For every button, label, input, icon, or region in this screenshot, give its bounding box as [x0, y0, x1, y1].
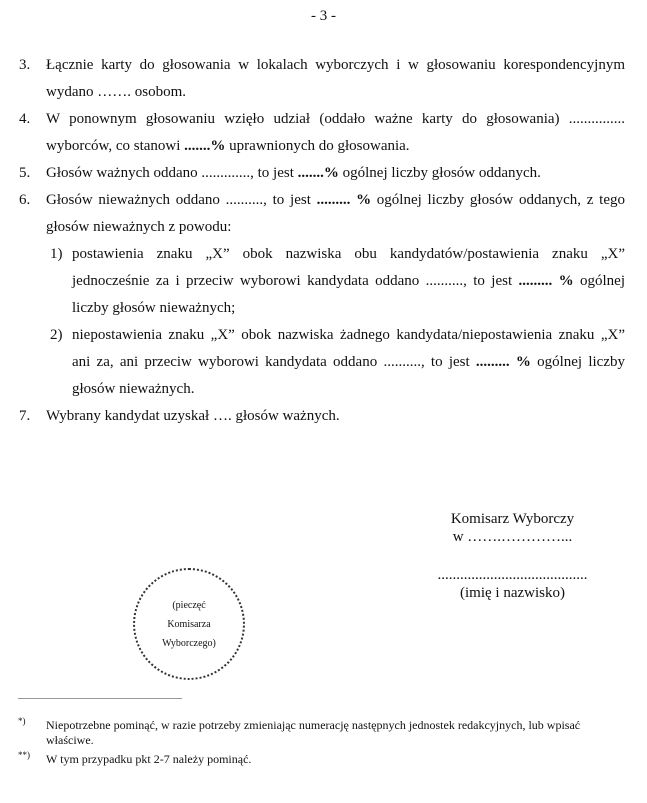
item-text: .......% — [184, 138, 226, 154]
footnotes — [18, 718, 628, 771]
sub-list-item — [0, 322, 647, 403]
list-item — [0, 160, 647, 187]
footnote-text: W tym przypadku pkt 2-7 należy pominąć. — [46, 752, 252, 766]
signature-block — [420, 510, 605, 602]
footnote-mark: *) — [18, 716, 26, 726]
signature-caption: (imię i nazwisko) — [460, 585, 565, 601]
numbered-items — [0, 52, 647, 430]
stamp-circle — [133, 568, 245, 680]
item-text: Głosów nieważnych oddano .........., to jest — [46, 192, 317, 208]
item-text: ogólnej liczby głosów oddanych, z tego głosów nieważnych z powodu: — [46, 192, 625, 235]
stamp-line-1: (pieczęć — [172, 599, 206, 611]
item-text: Łącznie karty do głosowania w lokalach wyborczych i w głosowaniu korespondencyjnym wydano ……. osobom. — [46, 57, 625, 100]
item-number: 6. — [19, 192, 31, 208]
item-number: 5. — [19, 165, 31, 181]
sub-item-text: niepostawienia znaku „X” obok nazwiska żadnego kandydata/niepostawienia znaku „X” ani za, ani przeciw wyborowi kandydata oddano .........., to jest — [72, 327, 625, 370]
sub-list-item — [0, 241, 647, 322]
item-text: W ponownym głosowaniu wzięło udział (oddało ważne karty do głosowania) ............... wyborców, co stanowi — [46, 111, 625, 154]
item-text: uprawnionych do głosowania. — [225, 138, 410, 154]
footnote-mark: **) — [18, 750, 30, 760]
footnote-item — [18, 718, 628, 748]
sub-item-text: ogólnej liczby głosów nieważnych; — [72, 273, 625, 316]
sub-item-text: ......... % — [518, 273, 574, 289]
item-text: Wybrany kandydat uzyskał …. głosów ważnych. — [46, 408, 340, 424]
sub-item-number: 2) — [50, 327, 63, 343]
item-number: 7. — [19, 408, 31, 424]
list-item — [0, 106, 647, 160]
sub-item-text: ogólnej liczby głosów nieważnych. — [72, 354, 625, 397]
signature-location: w …….…………... — [452, 529, 573, 545]
signature-title: Komisarz Wyborczy — [450, 511, 575, 527]
item-text: Głosów ważnych oddano ............., to jest — [46, 165, 298, 181]
footnote-item — [18, 752, 628, 767]
item-text: .......% — [297, 165, 339, 181]
stamp-line-2: Komisarza — [167, 618, 211, 630]
list-item — [0, 187, 647, 241]
sub-item-number: 1) — [50, 246, 63, 262]
page-number: - 3 - — [311, 8, 336, 24]
item-text: ogólnej liczby głosów oddanych. — [338, 165, 541, 181]
sub-item-text: postawienia znaku „X” obok nazwiska obu kandydatów/postawienia znaku „X” jednocześnie za i przeciw wyborowi kandydata oddano .........., to jest — [72, 246, 625, 289]
footnote-divider — [18, 698, 182, 699]
stamp-line-3: Wyborczego) — [162, 637, 216, 649]
list-item — [0, 403, 647, 430]
sub-item-text: ......... % — [475, 354, 531, 370]
footnote-text: Niepotrzebne pominąć, w razie potrzeby zmieniając numerację następnych jednostek redakcyjnych, lub wpisać właściwe. — [46, 718, 581, 747]
signature-line: ........................................ — [437, 567, 588, 583]
list-item — [0, 52, 647, 106]
item-number: 3. — [19, 57, 31, 73]
item-text: ......... % — [316, 192, 372, 208]
item-number: 4. — [19, 111, 31, 127]
